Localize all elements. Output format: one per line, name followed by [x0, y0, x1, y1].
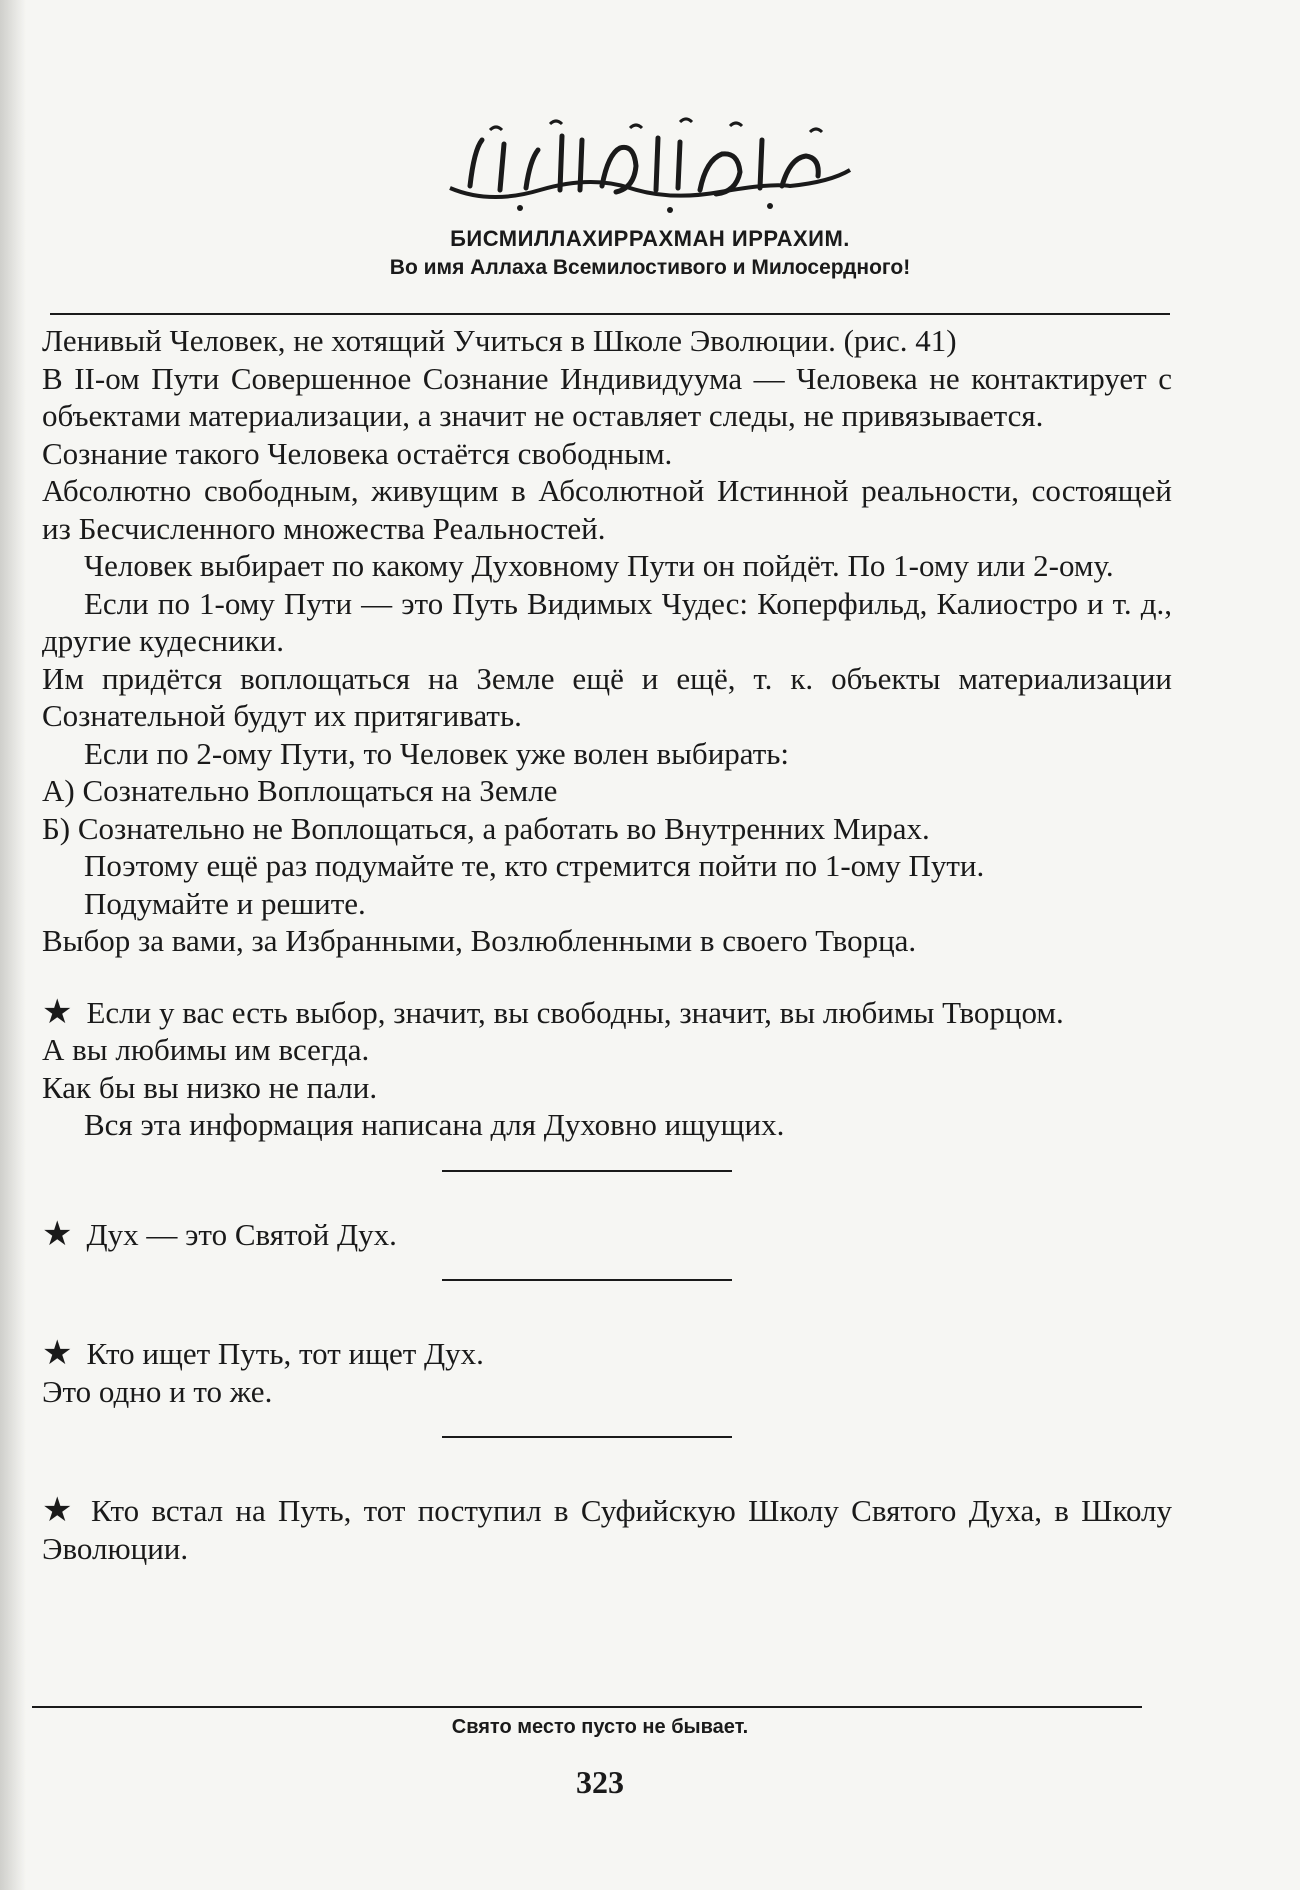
paragraph: Как бы вы низко не пали.	[42, 1069, 378, 1105]
footer-rule	[32, 1706, 1142, 1708]
paragraph: Это одно и то же.	[42, 1373, 273, 1409]
star-text: Кто встал на Путь, тот поступил в Суфийскую Школу Святого Духа, в Школу Эволюции.	[42, 1493, 1173, 1566]
page-edge-shadow	[0, 0, 26, 1890]
paragraph: Если по 2-ому Пути, то Человек уже волен выбирать:	[84, 735, 790, 771]
star-icon: ★	[42, 1335, 73, 1372]
bismillah-calligraphy-logo	[430, 110, 870, 220]
page-header	[0, 110, 1300, 280]
paragraph: Ленивый Человек, не хотящий Учиться в Школе Эволюции. (рис. 41)	[42, 323, 957, 358]
paragraph: Подумайте и решите.	[84, 885, 366, 921]
paragraph: Выбор за вами, за Избранными, Возлюбленными в своего Творца.	[42, 923, 917, 958]
page-body	[42, 322, 1172, 1567]
paragraph: Абсолютно свободным, живущим в Абсолютной Истинной реальности, состоящей из Бесчисленного множества Реальностей.	[42, 473, 1172, 546]
list-item: Б) Сознательно не Воплощаться, а работать во Внутренних Мирах.	[42, 810, 930, 846]
star-paragraph	[42, 1335, 1172, 1373]
page-number: 323	[576, 1764, 624, 1800]
bismillah-translation: Во имя Аллаха Всемилостивого и Милосердного!	[389, 256, 911, 279]
star-icon: ★	[42, 993, 73, 1031]
paragraph: Человек выбирает по какому Духовному Пути он пойдёт. По 1-ому или 2-ому.	[84, 548, 1114, 583]
star-icon: ★	[42, 1215, 73, 1253]
star-text: Если у вас есть выбор, значит, вы свободны, значит, вы любимы Творцом.	[86, 994, 1064, 1030]
footer-note: Свято место пусто не бывает.	[451, 1716, 749, 1738]
bismillah-title: БИСМИЛЛАХИРРАХМАН ИРРАХИМ.	[450, 226, 850, 251]
star-text: Дух — это Святой Дух.	[86, 1216, 397, 1252]
list-item: А) Сознательно Воплощаться на Земле	[42, 773, 558, 808]
star-paragraph	[42, 1216, 1172, 1254]
paragraph: Поэтому ещё раз подумайте те, кто стремится пойти по 1-ому Пути.	[84, 848, 985, 883]
header-rule	[50, 313, 1170, 315]
star-text: Кто ищет Путь, тот ищет Дух.	[86, 1336, 484, 1371]
paragraph: Им придётся воплощаться на Земле ещё и ещё, т. к. объекты материализации Сознательной будут их притягивать.	[42, 660, 1172, 733]
paragraph: Сознание такого Человека остаётся свободным.	[42, 435, 673, 471]
paragraph: А вы любимы им всегда.	[42, 1032, 370, 1067]
paragraph: В II-ом Пути Совершенное Сознание Индивидуума — Человека не контактирует с объектами материализации, а значит не оставляет следы, не привязывается.	[42, 360, 1172, 433]
paragraph: Вся эта информация написана для Духовно ищущих.	[84, 1107, 785, 1142]
paragraph: Если по 1-ому Пути — это Путь Видимых Чудес: Коперфильд, Калиостро и т. д., другие кудесники.	[42, 585, 1172, 658]
star-icon: ★	[42, 1492, 78, 1529]
star-paragraph	[42, 994, 1172, 1032]
star-paragraph	[42, 1492, 1172, 1567]
